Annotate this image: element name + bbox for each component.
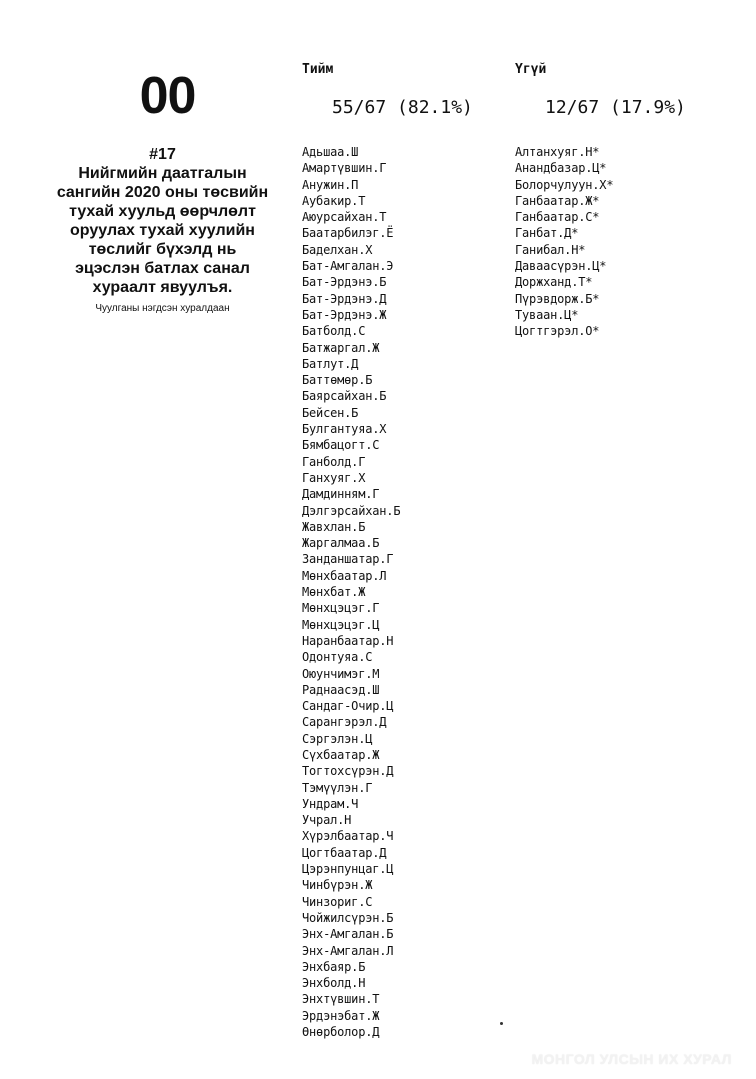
- voter-name: Цогтгэрэл.О*: [515, 324, 600, 339]
- voter-name: Бат-Амгалан.Э: [302, 259, 394, 274]
- voter-name: Цэрэнпунцаг.Ц: [302, 862, 394, 877]
- voter-name: Баделхан.Х: [302, 242, 373, 257]
- voter-name: Булгантуяа.Х: [302, 422, 387, 437]
- no-voter-list: [515, 144, 613, 340]
- voter-name: Өнөрболор.Д: [302, 1025, 380, 1040]
- voter-name: Амартүвшин.Г: [302, 161, 387, 176]
- voter-name: Батлут.Д: [302, 356, 359, 371]
- voter-name: Сүхбаатар.Ж: [302, 747, 380, 762]
- voter-name: Алтанхуяг.Н*: [515, 145, 600, 159]
- voter-name: Батжаргал.Ж: [302, 340, 380, 355]
- voter-name: Энхболд.Н: [302, 976, 366, 991]
- voter-name: Тогтохсүрэн.Д: [302, 764, 394, 779]
- vote-number: #17: [149, 146, 176, 163]
- watermark: МОНГОЛ УЛСЫН ИХ ХУРАЛ: [531, 1051, 732, 1067]
- voter-name: Энх-Амгалан.Л: [302, 943, 394, 958]
- voter-name: Мөнхцэцэг.Ц: [302, 617, 380, 632]
- voter-name: Батболд.С: [302, 324, 366, 339]
- voter-name: Даваасүрэн.Ц*: [515, 259, 607, 274]
- voter-name: Сандаг-Очир.Ц: [302, 699, 394, 714]
- voter-name: Баатарбилэг.Ё: [302, 226, 394, 241]
- vote-title-line: хураалт явуулъя.: [92, 279, 233, 296]
- voter-name: Ганболд.Г: [302, 454, 366, 469]
- voter-name: Мөнхбат.Ж: [302, 585, 366, 600]
- voter-name: Оюунчимэг.М: [302, 666, 380, 681]
- voter-name: Анандбазар.Ц*: [515, 161, 607, 176]
- yes-header: Тийм: [302, 62, 334, 77]
- voter-name: Дэлгэрсайхан.Б: [302, 503, 401, 518]
- voter-name: Мөнхбаатар.Л: [302, 568, 387, 583]
- voter-name: Ганбаатар.Ж*: [515, 193, 600, 208]
- voter-name: Чойжилсүрэн.Б: [302, 910, 394, 925]
- voter-name: Ганхуяг.Х: [302, 470, 366, 485]
- session-label: Чуулганы нэгдсэн хуралдаан: [95, 303, 230, 314]
- voter-name: Анужин.П: [302, 177, 359, 192]
- voter-name: Одонтуяа.С: [302, 650, 373, 665]
- voter-name: Адьшаа.Ш: [302, 145, 359, 159]
- vote-summary: [40, 66, 285, 315]
- voter-name: Сарангэрэл.Д: [302, 715, 387, 730]
- voter-name: Бат-Эрдэнэ.Д: [302, 291, 387, 306]
- voter-name: Бейсен.Б: [302, 405, 359, 420]
- no-header: Үгүй: [515, 62, 547, 77]
- voter-name: Хүрэлбаатар.Ч: [302, 829, 394, 844]
- voter-name: Чинбүрэн.Ж: [302, 878, 373, 893]
- voter-name: Мөнхцэцэг.Г: [302, 601, 380, 616]
- voter-name: Энхтүвшин.Т: [302, 992, 380, 1007]
- voter-name: Баярсайхан.Б: [302, 389, 387, 404]
- voter-name: Ганбаатар.С*: [515, 210, 600, 225]
- voter-name: Пүрэвдорж.Б*: [515, 291, 600, 306]
- vote-title-line: эцэслэн батлах санал: [75, 260, 250, 277]
- vote-code: 00: [139, 67, 196, 125]
- voter-name: Баттөмөр.Б: [302, 373, 373, 388]
- voter-name: Жаргалмаа.Б: [302, 536, 380, 551]
- voter-name: Тэмүүлэн.Г: [302, 780, 373, 795]
- voter-name: Занданшатар.Г: [302, 552, 394, 567]
- voter-name: Ундрам.Ч: [302, 796, 359, 811]
- voter-name: Учрал.Н: [302, 813, 352, 828]
- voter-name: Аюурсайхан.Т: [302, 210, 387, 225]
- voter-name: Жавхлан.Б: [302, 519, 366, 534]
- yes-voter-list: [302, 144, 401, 1040]
- vote-title-line: Нийгмийн даатгалын: [78, 165, 247, 182]
- voter-name: Бямбацогт.С: [302, 438, 380, 453]
- no-tally: 12/67 (17.9%): [545, 97, 686, 118]
- voter-name: Бат-Эрдэнэ.Б: [302, 275, 387, 290]
- vote-title-line: оруулах тухай хуулийн: [70, 222, 255, 239]
- voter-name: Раднаасэд.Ш: [302, 682, 380, 697]
- yes-tally: 55/67 (82.1%): [332, 97, 473, 118]
- voter-name: Туваан.Ц*: [515, 307, 579, 322]
- vote-title-line: төслийг бүхэлд нь: [88, 241, 237, 258]
- voter-name: Дамдинням.Г: [302, 487, 380, 502]
- voter-name: Доржханд.Т*: [515, 275, 593, 290]
- scan-speck: [500, 1022, 503, 1025]
- vote-title-line: сангийн 2020 оны төсвийн: [56, 184, 269, 201]
- voter-name: Аубакир.Т: [302, 193, 366, 208]
- voter-name: Эрдэнэбат.Ж: [302, 1008, 380, 1023]
- vote-title: [40, 164, 285, 297]
- voter-name: Чинзориг.С: [302, 894, 373, 909]
- voter-name: Энхбаяр.Б: [302, 959, 366, 974]
- voter-name: Цогтбаатар.Д: [302, 845, 387, 860]
- voter-name: Сэргэлэн.Ц: [302, 731, 373, 746]
- voter-name: Бат-Эрдэнэ.Ж: [302, 307, 387, 322]
- voter-name: Энх-Амгалан.Б: [302, 927, 394, 942]
- voter-name: Ганбат.Д*: [515, 226, 579, 241]
- voter-name: Ганибал.Н*: [515, 242, 586, 257]
- vote-title-line: тухай хуульд өөрчлөлт: [69, 203, 256, 220]
- voter-name: Болорчулуун.Х*: [515, 177, 614, 192]
- voter-name: Наранбаатар.Н: [302, 633, 394, 648]
